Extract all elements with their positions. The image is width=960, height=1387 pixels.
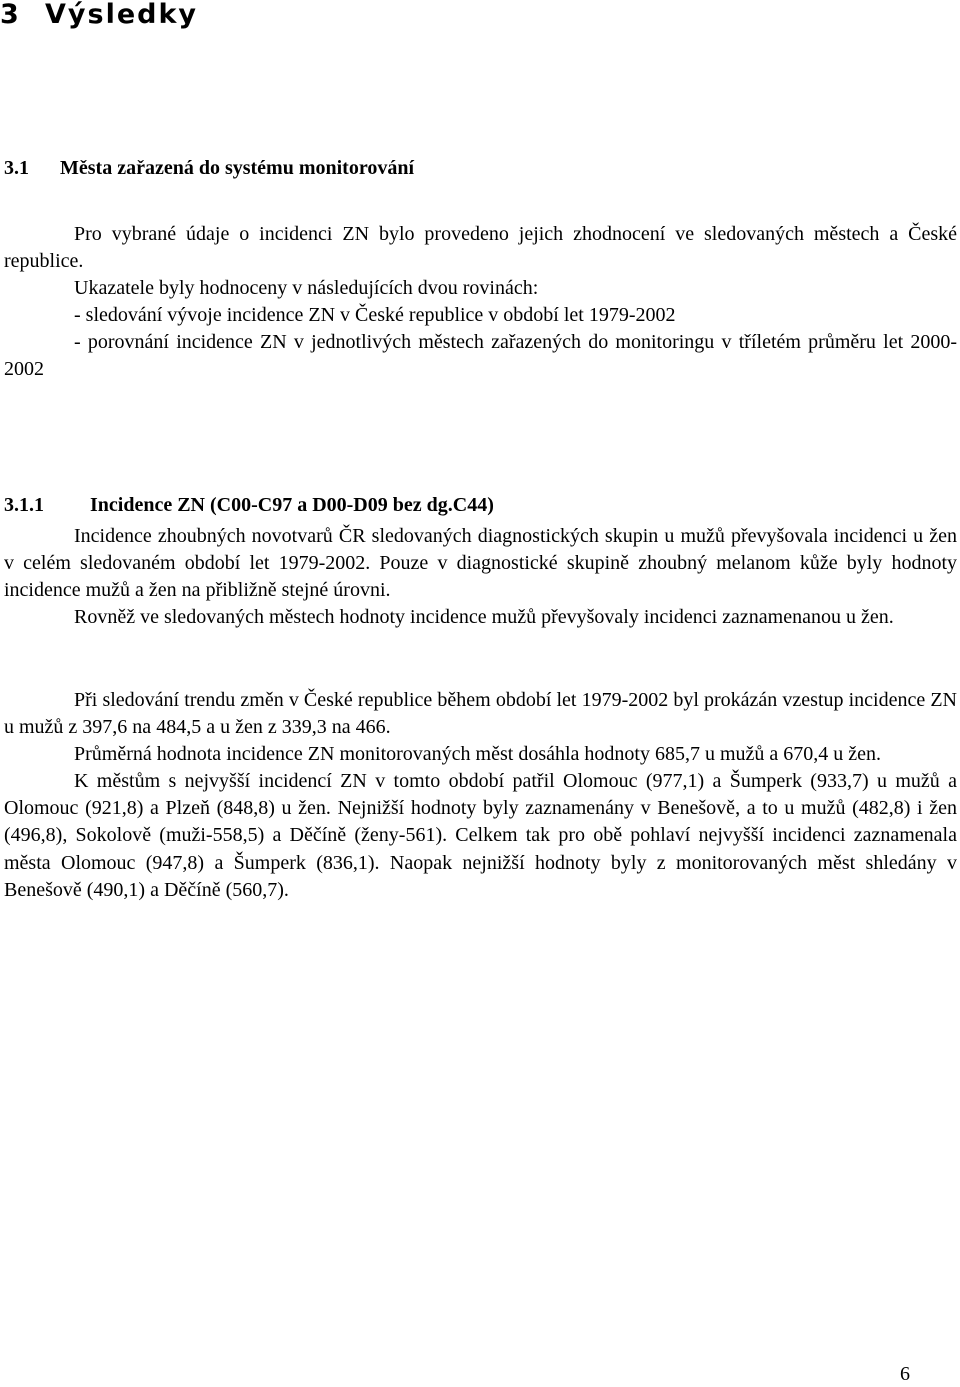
chapter-number: 3 [0,0,21,30]
body-paragraph: Průměrná hodnota incidence ZN monitorovaných měst dosáhla hodnoty 685,7 u mužů a 670,4 u žen. [74,743,882,766]
subsection-number: 3.1.1 [4,494,44,516]
page-number: 6 [900,1363,910,1385]
subsection-body-1 [4,523,957,631]
level-item: - sledování vývoje incidence ZN v České republice v období let 1979-2002 [74,304,676,327]
level-item: - porovnání incidence ZN v jednotlivých městech zařazených do monitoringu v tříletém průměru let 2000-2002 [4,331,957,381]
body-paragraph: Incidence zhoubných novotvarů ČR sledovaných diagnostických skupin u mužů převyšovala incidenci u žen v celém sledovaném období let 1979-2002. Pouze v diagnostické skupině zhoubný melanom kůže byly hodnoty incidence mužů a žen na přibližně stejné úrovni. [4,525,957,602]
body-paragraph: Rovněž ve sledovaných městech hodnoty incidence mužů převyšovaly incidenci zaznamenanou u žen. [74,606,894,629]
section-intro-paragraph: Pro vybrané údaje o incidenci ZN bylo provedeno jejich zhodnocení ve sledovaných městech a České republice. [4,223,957,273]
chapter-title: Výsledky [45,0,199,30]
chapter-heading [0,0,940,30]
subsection-heading [4,491,944,519]
subsection-title: Incidence ZN (C00-C97 a D00-D09 bez dg.C44) [90,494,494,516]
section-heading [4,154,944,182]
section-title: Města zařazená do systému monitorování [60,157,415,179]
subsection-body-2 [4,687,957,904]
levels-intro: Ukazatele byly hodnoceny v následujících dvou rovinách: [74,277,539,300]
section-number: 3.1 [4,157,29,179]
body-paragraph: Při sledování trendu změn v České republice během období let 1979-2002 byl prokázán vzestup incidence ZN u mužů z 397,6 na 484,5 a u žen z 339,3 na 466. [4,689,957,739]
section-body [4,221,957,384]
body-paragraph: K městům s nejvyšší incidencí ZN v tomto období patřil Olomouc (977,1) a Šumperk (933,7) u mužů a Olomouc (921,8) a Plzeň (848,8) u žen. Nejnižší hodnoty byly zaznamenány v Benešově, a to u mužů (482,8) i žen (496,8), Sokolově (muži-558,5) a Děčíně (ženy-561). Celkem tak pro obě pohlaví nejvyšší incidenci zaznamenala města Olomouc (947,8) a Šumperk (836,1). Naopak nejnižší hodnoty byly z monitorovaných měst shledány v Benešově (490,1) a Děčíně (560,7). [4,770,957,901]
